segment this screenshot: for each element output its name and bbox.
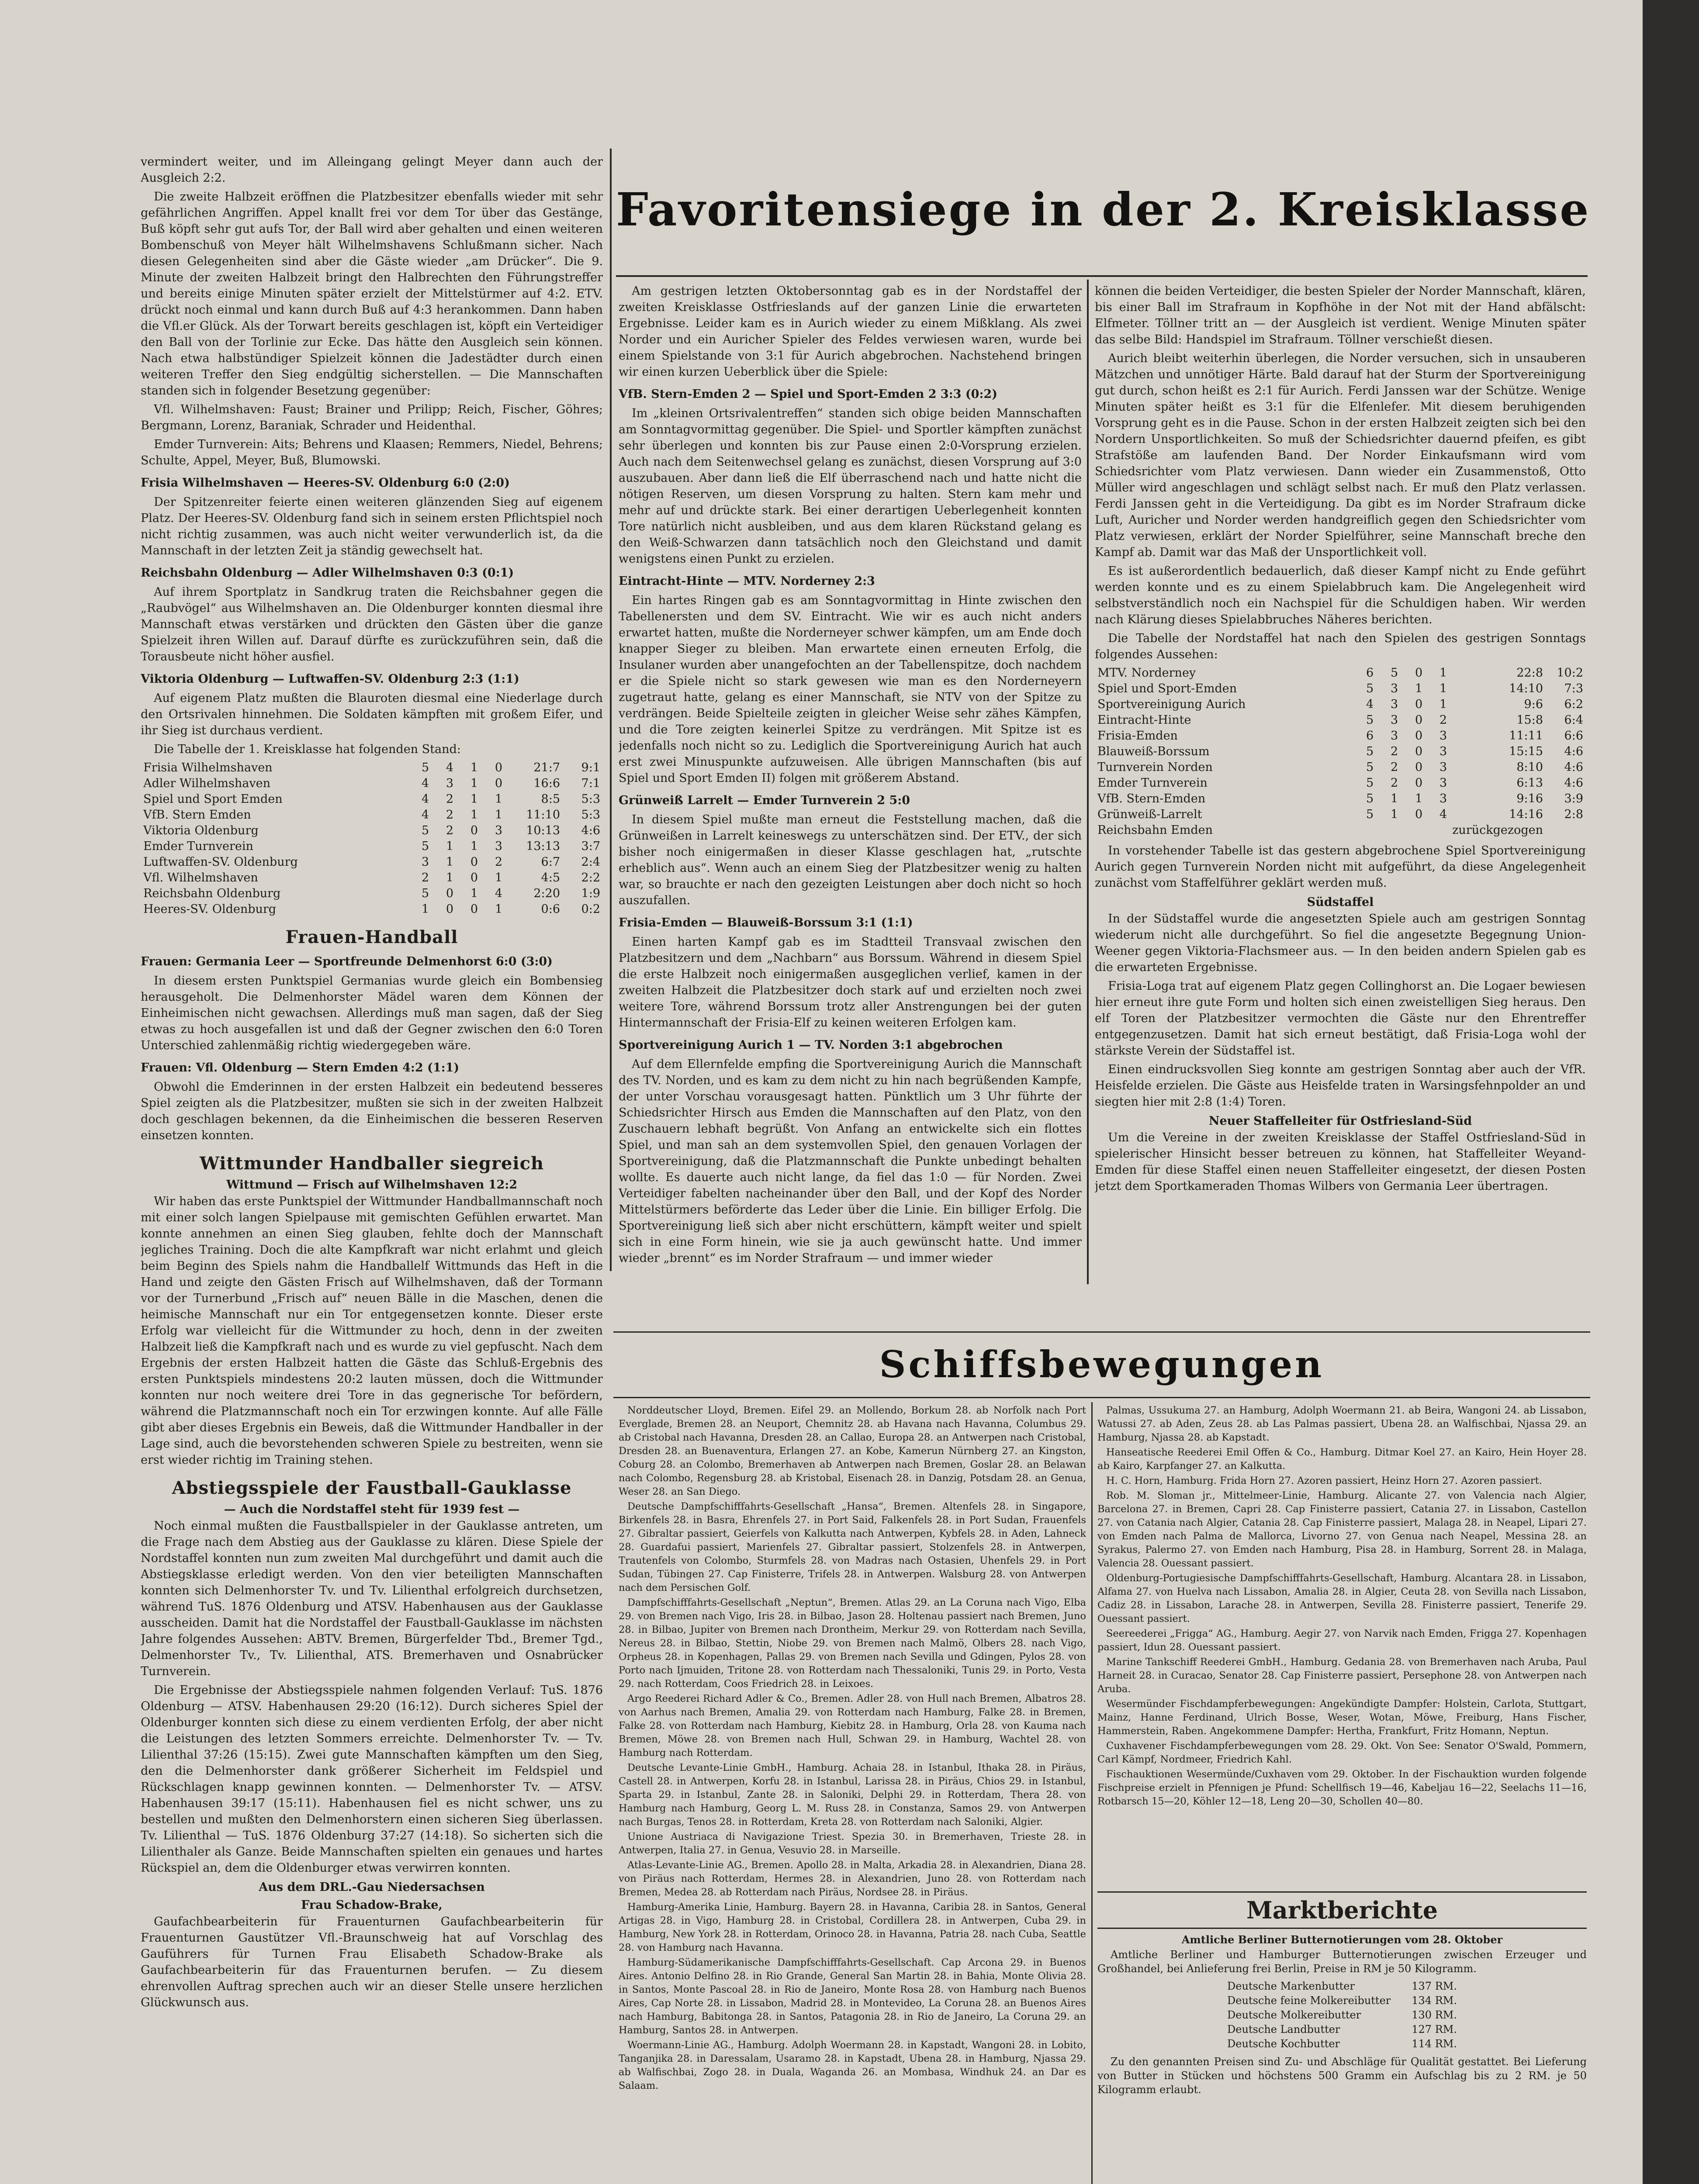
table-cell: 1 [421, 902, 429, 916]
left-intro-1: vermindert weiter, und im Alleingang gelingt Meyer dann auch der Ausgleich 2:2. [141, 155, 603, 185]
table-row [141, 823, 603, 839]
team-name: Reichsbahn Emden [1097, 823, 1213, 837]
table-cell: 2 [421, 871, 429, 885]
table-cell: 1 [495, 902, 502, 916]
table-cell: 3 [446, 777, 453, 790]
table-row [141, 839, 603, 854]
match-report: Der Spitzenreiter feierte einen weiteren glänzenden Sieg auf eigenem Platz. Der Heeres-SV. Oldenburg fand sich in seinem ersten Pflichtspiel noch nicht richtig zusammen, was auch nicht weiter verwunderlich ist, da die Mannschaft in der letzten Zeit ja ständig gewechselt hat. [141, 495, 603, 557]
match-heading: Frauen: Germania Leer — Sportfreunde Delmenhorst 6:0 (3:0) [141, 955, 553, 968]
price-value: 127 RM. [1412, 2023, 1457, 2035]
table-cell: 3 [1439, 776, 1447, 790]
shipping-notice: Unione Austriaca di Navigazione Triest. Spezia 30. in Bremerhaven, Trieste 28. in Antwerpen, Italia 27. in Genua, Vesuvio 28. in Marseille. [619, 1831, 1086, 1856]
product-name: Deutsche Molkereibutter [1227, 2009, 1361, 2021]
match-heading: Grünweiß Larrelt — Emder Turnverein 2 5:0 [619, 794, 910, 807]
table-cell: 6:4 [1564, 713, 1583, 727]
table-cell: 6:7 [541, 855, 560, 869]
table-row [141, 902, 603, 917]
article-paragraph: Es ist außerordentlich bedauerlich, daß dieser Kampf nicht zu Ende geführt werden konnte und es zu einem Spielabbruch kam. Die Angelegenheit wird selbstverständlich noch ein Nachspiel für die Schuldigen haben. Wir werden nach Klärung dieses Spielabbruches Näheres berichten. [1095, 564, 1586, 626]
table-cell: 3 [1439, 745, 1447, 758]
price-value: 134 RM. [1412, 1994, 1457, 2007]
price-value: 137 RM. [1412, 1980, 1457, 1992]
team-name: Sportvereinigung Aurich [1097, 698, 1246, 711]
table-cell: 9:16 [1516, 792, 1543, 805]
table-cell: 3 [1391, 698, 1398, 711]
table-cell: 0 [1415, 776, 1423, 790]
table-row [141, 791, 603, 807]
table-cell: 5 [421, 824, 429, 837]
left-intro-2: Die zweite Halbzeit eröffnen die Platzbesitzer ebenfalls wieder mit sehr gefährlichen Angriffen. Appel knallt frei vor dem Tor über das Gestänge, Buß köpft sehr gut aufs Tor, der Ball wird aber gehalten und einen weiteren Bombenschuß von Meyer hält Wilhelmshavens Schlußmann sicher. Nach diesen Gelegenheiten sind aber die Gäste wieder „am Drücker“. Die 9. Minute der zweiten Halbzeit bringt den Halbrechten den Führungstreffer und bereits einige Minuten später erzielt der Mittelstürmer auf 4:2. ETV. drückt noch einmal und kann durch Buß auf 4:3 herankommen. Dann haben die Vfl.er Glück. Als der Torwart bereits geschlagen ist, köpft ein Verteidiger den Ball von der Torlinie zur Ecke. Das hätte den Ausgleich sein können. Nach etwa halbstündiger Spielzeit können die Jadestädter durch einen weiteren Treffer den Sieg endgültig sicherstellen. — Die Mannschaften standen sich in folgender Besetzung gegenüber: [141, 190, 603, 397]
table-cell: 1 [1415, 682, 1423, 695]
team-name: Blauweiß-Borssum [1097, 745, 1210, 758]
table-cell: 5 [1366, 792, 1374, 805]
table-cell: 1 [470, 792, 478, 806]
table-cell: 4 [421, 792, 429, 806]
match-heading: VfB. Stern-Emden 2 — Spiel und Sport-Emden 2 3:3 (0:2) [619, 387, 997, 401]
table-cell: 10:2 [1557, 666, 1583, 680]
table-cell [1352, 822, 1376, 838]
match-report: Einen harten Kampf gab es im Stadtteil Transvaal zwischen den Platzbesitzern und dem „Nachbarn“ aus Borssum. Während in diesem Spiel die erste Halbzeit noch einigermaßen ausgeglichen verlief, kamen in der zweiten Halbzeit die Platzbesitzer doch stark auf und erzielten noch zwei weitere Tore, während Borssum trotz aller Anstrengungen bei der guten Hintermannschaft der Frisia-Elf zu keinen weiteren Erfolgen kam. [619, 935, 1082, 1030]
team-name: MTV. Norderney [1097, 666, 1196, 680]
table-cell: 2:20 [533, 887, 560, 900]
article-paragraph: Frisia-Loga trat auf eigenem Platz gegen Collinghorst an. Die Logaer bewiesen hier erneut ihre gute Form und holten sich einen zweistelligen Sieg heraus. Den elf Toren der Platzbesitzer vermochten die Gäste nur den Ehrentreffer entgegenzusetzen. Damit hat sich erneut bestätigt, daß Frisia-Loga wohl der stärkste Verein der Südstaffel ist. [1095, 979, 1586, 1057]
table-cell: 4:6 [1564, 760, 1583, 774]
table-cell: 2:2 [581, 871, 600, 885]
table-cell: 15:15 [1509, 745, 1543, 758]
table-cell: 3 [495, 824, 502, 837]
table-cell: 5 [421, 761, 429, 774]
table-cell [1376, 822, 1401, 838]
table-cell: 0 [446, 887, 453, 900]
match-heading: Reichsbahn Oldenburg — Adler Wilhelmshaven 0:3 (0:1) [141, 566, 514, 580]
price-row [1217, 2037, 1467, 2051]
match-heading: Frauen: Vfl. Oldenburg — Stern Emden 4:2 (1:1) [141, 1061, 460, 1075]
table-cell: 3 [1391, 682, 1398, 695]
match-report: Im „kleinen Ortsrivalentreffen“ standen sich obige beiden Mannschaften am Sonntagvormittag gegenüber. Die Spiel- und Sportler kämpften zunächst sehr überlegen und konnten bis zur Pause einen 2:0-Vorsprung erzielen. Auch nach dem Seitenwechsel gelang es zunächst, diesen Vorsprung auf 3:0 auszubauen. Aber dann ließ die Elf überraschend nach und hatte nicht die nötigen Reserven, um diesen Vorsprung zu halten. Stern kam mehr und mehr auf und drückte stark. Bei einer derartigen Ueberlegenheit konnten Tore natürlich nicht ausbleiben, und aus dem klaren Rückstand gelang es den Weiß-Schwarzen dann tatsächlich noch den Gleichstand und damit wenigstens einen Punkt zu erzielen. [619, 407, 1082, 566]
match-report: Auf dem Ellernfelde empfing die Sportvereinigung Aurich die Mannschaft des TV. Norden, und es kam zu dem nicht zu hin nach begrüßenden Kampfe, der unter Vorschau vorausgesagt hatten. Pünktlich um 3 Uhr führte der Schiedsrichter Hirsch aus Emden die Mannschaften auf den Platz, von den Zuschauern lebhaft begrüßt. Von Anfang an entwickelte sich ein flottes Spiel, und man sah an dem systemvollen Spiel, den genauen Vorlagen der Sportvereinigung, daß die Platzmannschaft die Punkte unbedingt behalten wollte. Es dauerte auch nicht lange, da fiel das 1:0 — für Norden. Zwei Verteidiger fabelten nacheinander über den Ball, und der Kopf des Norder Mittelstürmers beförderte das Leder über die Linie. Ein billiger Erfolg. Die Sportvereinigung ließ sich aber nicht erschüttern, kämpft weiter und spielt sich in eine Form hinein, wie sie ja auch gewünscht hatte. Und immer wieder „brennt“ es im Norder Strafraum — und immer wieder [619, 1057, 1082, 1265]
table-cell: 3:9 [1564, 792, 1583, 805]
notice-heading: Aus dem DRL.-Gau Niedersachsen [259, 1880, 485, 1894]
left-lineup-1: Vfl. Wilhelmshaven: Faust; Brainer und Prilipp; Reich, Fischer, Göhres; Bergmann, Lorenz, Baraniak, Schrader und Heidenthal. [141, 403, 603, 432]
table-cell: 0 [470, 871, 478, 885]
price-value: 130 RM. [1412, 2009, 1457, 2021]
team-name: Spiel und Sport Emden [143, 792, 283, 806]
match-heading: Viktoria Oldenburg — Luftwaffen-SV. Oldenburg 2:3 (1:1) [141, 672, 519, 686]
table-cell: 2 [495, 855, 502, 869]
table-cell [1425, 822, 1450, 838]
table-cell: 5 [1366, 776, 1374, 790]
table-cell: 1 [1391, 808, 1398, 821]
table-cell: 0 [446, 902, 453, 916]
shipping-notice: Atlas-Levante-Linie AG., Bremen. Apollo 28. in Malta, Arkadia 28. in Alexandrien, Diana 28. von Piräus nach Rotterdam, Hermes 28. in Alexandrien, Juno 28. von Rotterdam nach Bremen, Medea 28. ab Rotterdam nach Piräus, Nordsee 28. in Piräus. [619, 1859, 1086, 1898]
shipping-notice: Hanseatische Reederei Emil Offen & Co., Hamburg. Ditmar Koel 27. an Kairo, Hein Hoyer 28. ab Kairo, Karpfanger 27. an Kalkutta. [1097, 1447, 1587, 1472]
team-name: Adler Wilhelmshaven [143, 777, 271, 790]
market-section [1097, 1891, 1587, 2184]
column-rule-left [610, 149, 612, 1271]
table-cell: 3 [1391, 713, 1398, 727]
table-row [1095, 807, 1586, 822]
team-name: Spiel und Sport-Emden [1097, 682, 1237, 695]
table-cell: zurückgezogen [1452, 823, 1543, 837]
article-paragraph: Die Ergebnisse der Abstiegsspiele nahmen folgenden Verlauf: TuS. 1876 Oldenburg — ATSV. Habenhausen 29:20 (16:12). Durch sicheres Spiel der Oldenburger konnten sich diese zu einem verdienten Erfolg, der aber nicht die Leistungen des letzten Sommers erreichte. Delmenhorster Tv. — Tv. Lilienthal 37:26 (15:15). Zwei gute Mannschaften kämpften um den Sieg, den die Delmenhorster dank größerer Sicherheit im Feldspiel und Rückschlagen knapp gewinnen konnten. — Delmenhorster Tv. — ATSV. Habenhausen 39:17 (15:11). Habenhausen fiel es nicht schwer, uns zu bestellen und mußten den Delmenhorstern einen sicheren Sieg überlassen. Tv. Lilienthal — TuS. 1876 Oldenburg 37:27 (14:18). So sicherten sich die Lilienthaler als Ganze. Beide Mannschaften spielten ein genaues und hartes Rückspiel an, dem die Oldenburger etwas verwirren konnten. [141, 1683, 603, 1875]
table-cell: 0:6 [541, 902, 560, 916]
table-cell: 4:6 [1564, 776, 1583, 790]
table-row [141, 807, 603, 823]
table-row [1095, 791, 1586, 807]
table-cell: 5 [421, 840, 429, 853]
table-cell: 1 [470, 777, 478, 790]
price-row [1217, 2022, 1467, 2037]
table-row [141, 854, 603, 870]
table-cell: 3 [421, 855, 429, 869]
table-row [1095, 775, 1586, 791]
headline-banner: Favoritensiege in der 2. Kreisklasse [616, 183, 1591, 236]
table-cell: 0:2 [581, 902, 600, 916]
table-cell: 0 [495, 761, 502, 774]
table-cell: 1 [446, 871, 453, 885]
table-cell: 2:4 [581, 855, 600, 869]
match-report: In diesem ersten Punktspiel Germanias wurde gleich ein Bombensieg herausgeholt. Die Delmenhorster Mädel waren dem Können der Einheimischen nicht gewachsen. Allerdings muß man sagen, daß der Sieg etwas zu hoch ausgefallen ist und daß der Gegner zwischen den 6:0 Toren Unterschied zahlenmäßig richtig wiedergegeben wäre. [141, 974, 603, 1052]
table-row [141, 776, 603, 791]
shipping-notice: Woermann-Linie AG., Hamburg. Adolph Woermann 28. in Kapstadt, Wangoni 28. in Lobito, Tanganjika 28. in Daressalam, Usaramo 28. in Kapstadt, Ubena 28. in Hamburg, Njassa 29. ab Walfischbai, Zogo 28. in Duala, Waganda 26. an Mombasa, Windhuk 24. an Dar es Salaam. [619, 2039, 1086, 2091]
match-report: Ein hartes Ringen gab es am Sonntagvormittag in Hinte zwischen den Tabellenersten und dem SV. Eintracht. Wie wir es auch nicht anders erwartet hatten, mußte die Norderneyer schwer kämpfen, um am Ende doch knapper Sieger zu bleiben. Man erwartete einen erneuten Erfolg, die Insulaner wurden aber unangefochten an der Tabellenspitze, doch nachdem er die Spiele nicht so stark gewesen wie man es den Norderneyern zugetraut hatte, gelang es einer Mannschaft, sie NTV von der Spitze zu verdrängen. Beide Spielteile zeigten in gleicher Weise sehr zähes Kämpfen, und die Tore zeigten keinerlei Spitze zu verdrängen. Mit Spitze ist es jedenfalls noch nicht so zu. Lediglich die Sportvereinigung Aurich hat auch erst zwei Minuspunkte aufzuweisen. Alle übrigen Mannschaften (bis auf Spiel und Sport Emden II) folgen mit größerem Abstand. [619, 594, 1082, 785]
match-heading: Wittmund — Frisch auf Wilhelmshaven 12:2 [226, 1178, 518, 1192]
table-cell: 1 [1439, 682, 1447, 695]
article-intro: Am gestrigen letzten Oktobersonntag gab es in der Nordstaffel der zweiten Kreisklasse Ostfrieslands auf der ganzen Linie die erwarteten Ergebnisse. Leider kam es in Aurich wieder zu einem Mißklang. Als zwei Norder und ein Auricher Spieler des Feldes verwiesen waren, wurde bei einem Spielstande von 3:1 für Aurich abgebrochen. Nachstehend bringen wir einen kurzen Ueberblick über die Spiele: [619, 284, 1082, 379]
product-name: Deutsche Landbutter [1227, 2023, 1340, 2035]
table-cell: 0 [495, 777, 502, 790]
table-cell: 0 [1415, 713, 1423, 727]
team-name: VfB. Stern Emden [143, 808, 251, 822]
shipping-notice: Rob. M. Sloman jr., Mittelmeer-Linie, Hamburg. Alicante 27. von Valencia nach Algier, Barcelona 27. in Bremen, Capri 28. Cap Finisterre passiert, Catania 27. in Lissabon, Castellon 27. von Catania nach Algier, Catania 28. Cap Finisterre passiert, Malaga 28. in Neapel, Lipari 27. von Emden nach Palma de Mallorca, Livorno 27. von Genua nach Neapel, Messina 28. an Syrakus, Palermo 27. von Emden nach Hamburg, Pisa 28. in Hamburg, Sorrent 28. in Malaga, Valencia 28. Ouessant passiert. [1097, 1490, 1587, 1569]
table-cell: 5 [421, 887, 429, 900]
shipping-notice: Fischauktionen Wesermünde/Cuxhaven vom 29. Oktober. In der Fischauktion wurden folgende Fischpreise erzielt in Pfennigen je Pfund: Schellfisch 19—46, Kabeljau 16—22, Seelachs 11—16, Rotbarsch 15—20, Köhler 12—18, Leng 20—30, Schollen 40—80. [1097, 1769, 1587, 1807]
shipping-notice: Deutsche Levante-Linie GmbH., Hamburg. Achaia 28. in Istanbul, Ithaka 28. in Piräus, Castell 28. in Antwerpen, Korfu 28. in Istanbul, Larissa 28. in Piräus, Chios 29. in Istanbul, Sparta 29. in Istanbul, Zante 28. in Saloniki, Delphi 29. in Rotterdam, Thera 28. von Hamburg nach Hamburg, Georg L. M. Russ 28. in Constanza, Samos 29. von Antwerpen nach Burgas, Tenos 28. in Rotterdam, Kreta 28. von Rotterdam nach Saloniki, Algier. [619, 1762, 1086, 1828]
table-row [1095, 697, 1586, 712]
table-cell: 4 [446, 761, 453, 774]
table-cell: 1 [470, 887, 478, 900]
table-cell: 3 [1439, 729, 1447, 743]
table-cell: 1 [1415, 792, 1423, 805]
table-cell: 3 [1391, 729, 1398, 743]
table-cell: 21:7 [533, 761, 560, 774]
table-cell: 0 [1415, 698, 1423, 711]
price-row [1217, 1994, 1467, 2008]
table-cell: 14:16 [1509, 808, 1543, 821]
table-cell: 3 [1439, 792, 1447, 805]
table-cell: 2 [1391, 776, 1398, 790]
section-heading: Wittmunder Handballer siegreich [199, 1153, 544, 1174]
market-paragraph: Amtliche Berliner und Hamburger Butternotierungen zwischen Erzeuger und Großhandel, bei Anlieferung frei Berlin, Preise in RM je 50 Kilogramm. [1097, 1949, 1587, 1975]
table-cell: 2 [446, 824, 453, 837]
shipping-notice: Hamburg-Amerika Linie, Hamburg. Bayern 28. in Havanna, Caribia 28. in Santos, General Artigas 28. in Vigo, Hamburg 28. in Cristobal, Cordillera 28. in Antwerpen, Cuba 29. in Hamburg, New York 28. in Rotterdam, Orinoco 28. in Havanna, Patria 28. nach Cuba, Seattle 28. von Hamburg nach Havanna. [619, 1901, 1086, 1953]
section-subheading: Neuer Staffelleiter für Ostfriesland-Süd [1208, 1114, 1472, 1128]
table-cell: 3 [495, 840, 502, 853]
team-name: Vfl. Wilhelmshaven [143, 871, 258, 885]
article-paragraph: Noch einmal mußten die Faustballspieler in der Gauklasse antreten, um die Frage nach dem Abstieg aus der Gauklasse zu klären. Diese Spiele der Nordstaffel konnten nun zum zweiten Mal durchgeführt und damit auch die Abstiegsklasse erledigt werden. Von den vier beteiligten Mannschaften konnten sich Delmenhorster Tv. und Tv. Lilienthal erfolgreich durchsetzen, während TuS. 1876 Oldenburg und ATSV. Habenhausen aus der Gauklasse ausscheiden. Damit hat die Nordstaffel der Faustball-Gauklasse im nächsten Jahre folgendes Aussehen: ABTV. Bremen, Bürgerfelder Tbd., Bremer Tgd., Delmenhorster Tv., Tv. Lilienthal, ATS. Bremerhaven und Osnabrücker Turnverein. [141, 1519, 603, 1678]
market-subheading: Amtliche Berliner Butternotierungen vom 28. Oktober [1181, 1933, 1503, 1946]
shipping-notice: Seereederei „Frigga“ AG., Hamburg. Aegir 27. von Narvik nach Emden, Frigga 27. Kopenhagen passiert, Idun 28. Ouessant passiert. [1097, 1628, 1587, 1653]
match-report: Wir haben das erste Punktspiel der Wittmunder Handballmannschaft noch mit einer solch langen Spielpause mit gemischten Gefühlen erwartet. Man konnte annehmen an einen Sieg glauben, fehlte doch der Mannschaft jegliches Training. Doch die alte Kampfkraft war nicht erlahmt und gleich beim Beginn des Spiels nahm die Handballelf Wittmunds das Heft in die Hand und zeigte den Gästen Frisch auf Wilhelmshaven, daß der Tormann vor der Turnerbund „Frisch auf“ neuen Bälle in die Maschen, denen die heimische Mannschaft nur ein Tor entgegensetzen konnte. Dieser erste Erfolg war vielleicht für die Wittmunder zu hoch, denn in der zweiten Halbzeit ließ die Kampfkraft nach und es wurde zu viel gepfuscht. Nach dem Ergebnis der ersten Halbzeit hatten die Gäste das Schluß-Ergebnis des ersten Punktspiels mindestens 20:2 lauten müssen, doch die Wittmunder konnten nur noch weitere drei Tore in das gegnerische Tor befördern, während die Platzmannschaft noch ein Tor erzwingen konnte. Auf alle Fälle gibt aber dieses Ergebnis ein Beweis, daß die Wittmunder Handballer in der Lage sind, auch die bevorstehenden schweren Spiele zu bestreiten, wenn sie erst wieder richtig im Training stehen. [141, 1195, 603, 1467]
table-row [1095, 712, 1586, 728]
table-row [1095, 744, 1586, 760]
table-cell: 0 [1415, 666, 1423, 680]
market-heading: Marktberichte [1097, 1891, 1587, 1929]
left-lineup-2: Emder Turnverein: Aits; Behrens und Klaasen; Remmers, Niedel, Behrens; Schulte, Appel, Meyer, Buß, Blumowski. [141, 438, 603, 467]
section-subheading: Südstaffel [1307, 895, 1374, 909]
table-cell: 9:1 [581, 761, 600, 774]
table-cell: 4:5 [541, 871, 560, 885]
table-cell: 6:13 [1516, 776, 1543, 790]
shipping-notice: Norddeutscher Lloyd, Bremen. Eifel 29. an Mollendo, Borkum 28. ab Norfolk nach Port Everglade, Bremen 28. an Neuport, Chemnitz 28. ab Havana nach Havanna, Columbus 29. ab Cristobal nach Havanna, Dresden 28. an Callao, Europa 28. an Antwerpen nach Cristobal, Dresden 28. an Buenaventura, Erlangen 27. an Kobe, Kamerun Nürnberg 27. an Kingston, Coburg 28. an Colombo, Bremerhaven ab Antwerpen nach Bremen, Goslar 28. an Belawan nach Colombo, Regensburg 28. ab Kristobal, Eisenach 28. in Danzig, Potsdam 28. an Genua, Weser 28. an San Diego. [619, 1405, 1086, 1497]
standings-table-2 [1095, 665, 1586, 838]
team-name: Heeres-SV. Oldenburg [143, 902, 277, 916]
team-name: Viktoria Oldenburg [143, 824, 259, 837]
table-cell: 4:6 [1564, 745, 1583, 758]
ship-column-rule [1091, 1402, 1093, 2184]
article-paragraph: Um die Vereine in der zweiten Kreisklasse der Staffel Ostfriesland-Süd in spielerischer Hinsicht besser betreuen zu können, hat Staffelleiter Weyand-Emden für diese Staffel einen neuen Staffelleiter eingesetzt, der diesen Posten jetzt dem Sportkameraden Thomas Wilbers von Germania Leer übertragen. [1095, 1131, 1586, 1193]
price-value: 114 RM. [1412, 2038, 1457, 2050]
section-subheading: — Auch die Nordstaffel steht für 1939 fest — [224, 1503, 520, 1516]
table-cell: 6:6 [1564, 729, 1583, 743]
table-cell: 0 [470, 824, 478, 837]
table-cell: 2 [1391, 760, 1398, 774]
table-intro: Die Tabelle der 1. Kreisklasse hat folgenden Stand: [154, 743, 461, 756]
price-row [1217, 2008, 1467, 2022]
shipping-notice: Palmas, Ussukuma 27. an Hamburg, Adolph Woermann 21. ab Beira, Wangoni 24. ab Lissabon, Watussi 27. ab Aden, Zeus 28. ab Las Palmas passiert, Ubena 28. an Walfischbai, Njassa 29. an Hamburg, Njassa 28. ab Kapstadt. [1097, 1405, 1587, 1443]
match-heading: Eintracht-Hinte — MTV. Norderney 2:3 [619, 574, 875, 588]
table-cell: 0 [470, 855, 478, 869]
table-cell: 7:3 [1564, 682, 1583, 695]
right-column [1095, 283, 1586, 1323]
ship-banner-rule-top [613, 1331, 1590, 1333]
product-name: Deutsche Kochbutter [1227, 2038, 1340, 2050]
table-cell: 2 [446, 792, 453, 806]
table-cell: 5 [1366, 713, 1374, 727]
table-cell: 5 [1391, 666, 1398, 680]
table-cell: 5:3 [581, 808, 600, 822]
team-name: Grünweiß-Larrelt [1097, 808, 1202, 821]
table-cell: 1 [470, 808, 478, 822]
standings-table-1 [141, 760, 603, 917]
table-cell: 5:3 [581, 792, 600, 806]
team-name: VfB. Stern-Emden [1097, 792, 1206, 805]
table-cell: 2 [446, 808, 453, 822]
table-cell: 22:8 [1516, 666, 1543, 680]
table-cell: 4 [1366, 698, 1374, 711]
ship-banner-rule-bottom [613, 1397, 1590, 1398]
ship-column-2 [1097, 1404, 1587, 1884]
scan-edge [1643, 0, 1699, 2184]
table-cell: 1:9 [581, 887, 600, 900]
shipping-notice: Cuxhavener Fischdampferbewegungen vom 28. 29. Okt. Von See: Senator O'Swald, Pommern, Carl Kämpf, Nordmeer, Friedrich Kahl. [1097, 1740, 1587, 1765]
table-cell: 1 [1439, 698, 1447, 711]
table-cell: 1 [495, 792, 502, 806]
table-cell: 14:10 [1509, 682, 1543, 695]
notice-subheading: Frau Schadow-Brake, [301, 1898, 443, 1912]
butter-price-table [1217, 1979, 1467, 2051]
match-heading: Frisia-Emden — Blauweiß-Borssum 3:1 (1:1) [619, 916, 913, 930]
table-cell [1546, 822, 1586, 838]
table-cell: 1 [470, 761, 478, 774]
table-cell: 5 [1366, 745, 1374, 758]
table-cell: 10:13 [526, 824, 560, 837]
team-name: Reichsbahn Oldenburg [143, 887, 281, 900]
table-intro: Die Tabelle der Nordstaffel hat nach den Spielen des gestrigen Sonntags folgendes Aussehen: [1095, 632, 1586, 661]
section-heading: Frauen-Handball [285, 927, 458, 947]
table-cell: 1 [1439, 666, 1447, 680]
shipping-notice: Oldenburg-Portugiesische Dampfschifffahrts-Gesellschaft, Hamburg. Alcantara 28. in Lissabon, Alfama 27. von Huelva nach Lissabon, Amalia 28. in Algier, Ceuta 28. von Sevilla nach Lissabon, Cadiz 28. in Lissabon, Larache 28. in Antwerpen, Sevilla 28. Finisterre passiert, Tenerife 29. Ouessant passiert. [1097, 1572, 1587, 1624]
team-name: Emder Turnverein [1097, 776, 1208, 790]
shipping-notice: Deutsche Dampfschifffahrts-Gesellschaft „Hansa“, Bremen. Altenfels 28. in Singapore, Birkenfels 28. in Basra, Ehrenfels 27. in Port Said, Falkenfels 28. in Port Sudan, Frauenfels 27. Gibraltar passiert, Geierfels von Kalkutta nach Antwerpen, Kybfels 28. in Aden, Lahneck 28. Guardafui passiert, Marienfels 27. Gibraltar passiert, Stolzenfels 28. in Antwerpen, Trautenfels von Colombo, Sturmfels 28. von Madras nach Ostasien, Uhenfels 29. in Port Sudan, Tübingen 27. Cap Finisterre, Trifels 28. in Antwerpen. Walsburg 28. von Antwerpen nach dem Persischen Golf. [619, 1501, 1086, 1593]
table-cell: 4 [421, 808, 429, 822]
match-report: Auf eigenem Platz mußten die Blauroten diesmal eine Niederlage durch den Ortsrivalen hinnehmen. Die Soldaten kämpften mit großem Eifer, und ihr Sieg ist durchaus verdient. [141, 691, 603, 737]
table-cell: 8:10 [1516, 760, 1543, 774]
shipping-notice: Marine Tankschiff Reederei GmbH., Hamburg. Gedania 28. von Bremerhaven nach Aruba, Paul Harneit 28. in Curacao, Senator 28. Cap Finisterre passiert, Persephone 28. von Antwerpen nach Aruba. [1097, 1656, 1587, 1695]
article-paragraph: Einen eindrucksvollen Sieg konnte am gestrigen Sonntag aber auch der VfR. Heisfelde erzielen. Die Gäste aus Heisfelde traten in Warsingsfehnpolder an und siegten hier mit 2:8 (1:4) Toren. [1095, 1063, 1586, 1109]
ship-movements-banner: Schiffsbewegungen [879, 1343, 1325, 1386]
table-cell: 1 [495, 871, 502, 885]
table-row [141, 760, 603, 776]
table-cell: 11:11 [1509, 729, 1543, 743]
column-rule-right [1087, 280, 1089, 1284]
table-cell: 16:6 [533, 777, 560, 790]
article-paragraph: können die beiden Verteidiger, die besten Spieler der Norder Mannschaft, klären, bis einer Ball im Strafraum in Kopfhöhe in der Not mit der Hand abfälscht: Elfmeter. Töllner tritt an — der Ausgleich ist verdient. Wenige Minuten später das selbe Bild: Handspiel im Strafraum. Töllner verschießt diesen. [1095, 284, 1586, 346]
table-cell: 2:8 [1564, 808, 1583, 821]
market-paragraph: Zu den genannten Preisen sind Zu- und Abschläge für Qualität gestattet. Bei Lieferung von Butter in Stücken und höchstens 500 Gramm ein Aufschlag bis zu 2 RM. je 50 Kilogramm erlaubt. [1097, 2056, 1587, 2096]
table-row [141, 870, 603, 886]
shipping-notice: Argo Reederei Richard Adler & Co., Bremen. Adler 28. von Hull nach Bremen, Albatros 28. von Aarhus nach Bremen, Amalia 29. von Rotterdam nach Hamburg, Falke 28. in Bremen, Falke 28. von Rotterdam nach Hamburg, Kiebitz 28. in Hamburg, Orla 28. von Kauma nach Bremen, Möwe 28. von Bremen nach Hull, Schwan 29. in Hamburg, Wachtel 28. von Hamburg nach Rotterdam. [619, 1693, 1086, 1759]
match-heading: Frisia Wilhelmshaven — Heeres-SV. Oldenburg 6:0 (2:0) [141, 476, 510, 490]
table-cell: 0 [1415, 808, 1423, 821]
table-cell: 6 [1366, 729, 1374, 743]
notice-paragraph: Gaufachbearbeiterin für Frauenturnen Gaufachbearbeiterin für Frauenturnen Gaustützer Vfl.-Braunschweig hat auf Vorschlag des Gauführers für Turnen Frau Elisabeth Schadow-Brake als Gaufachbearbeiterin für das Frauenturnen berufen. — Zu diesem ehrenvollen Auftrag sprechen auch wir an dieser Stelle unsere herzlichen Glückwunsch aus. [141, 1915, 603, 2009]
table-cell: 4:6 [581, 824, 600, 837]
table-cell: 1 [446, 840, 453, 853]
article-paragraph: In der Südstaffel wurde die angesetzten Spiele auch am gestrigen Sonntag wiederum nicht alle durchgeführt. So fiel die angesetzte Begegnung Union-Weener gegen Viktoria-Flachsmeer aus. — In den beiden andern Spielen gab es die erwarteten Ergebnisse. [1095, 912, 1586, 974]
table-cell: 1 [446, 855, 453, 869]
table-cell: 1 [1391, 792, 1398, 805]
team-name: Turnverein Norden [1097, 760, 1213, 774]
team-name: Frisia Wilhelmshaven [143, 761, 273, 774]
table-cell: 0 [1415, 760, 1423, 774]
table-cell: 2 [1439, 713, 1447, 727]
table-cell: 5 [1366, 808, 1374, 821]
section-heading: Abstiegsspiele der Faustball-Gauklasse [172, 1478, 572, 1498]
table-cell: 4 [495, 887, 502, 900]
ship-column-1 [619, 1404, 1086, 2184]
table-cell: 4 [421, 777, 429, 790]
table-cell: 5 [1366, 760, 1374, 774]
table-cell: 6:2 [1564, 698, 1583, 711]
table-cell: 1 [495, 808, 502, 822]
shipping-notice: Dampfschifffahrts-Gesellschaft „Neptun“, Bremen. Atlas 29. an La Coruna nach Vigo, Elba 29. von Bremen nach Vigo, Iris 28. in Bilbao, Jason 28. Holtenau passiert nach Bremen, Juno 28. in Bilbao, Jupiter von Bremen nach Drontheim, Merkur 29. von Rotterdam nach Sevilla, Nereus 28. in Bilbao, Stettin, Niobe 29. von Bremen nach Malmö, Olbers 28. nach Vigo, Orpheus 28. in Kopenhagen, Pallas 29. von Bremen nach Sevilla und Gdingen, Pylos 28. von Porto nach Ijmuiden, Tritone 28. von Rotterdam nach Thessaloniki, Tunis 29. in Porto, Vesta 29. nach Rotterdam, Coos Friedrich 28. in Leixoes. [619, 1597, 1086, 1690]
left-column [141, 154, 603, 2184]
table-cell [1401, 822, 1425, 838]
team-name: Eintracht-Hinte [1097, 713, 1191, 727]
table-cell: 1 [470, 840, 478, 853]
shipping-notice: H. C. Horn, Hamburg. Frida Horn 27. Azoren passiert, Heinz Horn 27. Azoren passiert. [1106, 1475, 1542, 1486]
table-cell: 0 [470, 902, 478, 916]
shipping-notice: Wesermünder Fischdampferbewegungen: Angekündigte Dampfer: Holstein, Carlota, Stuttgart, Mainz, Hanne Ferdinand, Ulrich Bosse, Weser, Wotan, Möwe, Freiburg, Hans Fischer, Hammerstein, Raben. Angekommene Dampfer: Hertha, Frankfurt, Fritz Homann, Neptun. [1097, 1698, 1587, 1737]
table-cell: 5 [1366, 682, 1374, 695]
match-report: Auf ihrem Sportplatz in Sandkrug traten die Reichsbahner gegen die „Raubvögel“ aus Wilhelmshaven an. Die Oldenburger konnten diesmal ihre Mannschaft etwas verstärken und drückten den Gästen über die ganze Spielzeit ihren Willen auf. Darauf dürfte es zurückzuführen sein, daß die Torausbeute nicht höher ausfiel. [141, 585, 603, 663]
middle-column [619, 283, 1082, 1323]
table-row [141, 886, 603, 902]
table-row [1095, 822, 1586, 838]
article-paragraph: Aurich bleibt weiterhin überlegen, die Norder versuchen, sich in unsauberen Mätzchen und unnötiger Härte. Bald darauf hat der Sturm der Sportvereinigung gut durch, schon heißt es 2:1 für Aurich. Ferdi Janssen war der Schütze. Wenige Minuten später heißt es 3:1 für die Elfenlefer. Mit diesem beruhigenden Vorsprung geht es in die Pause. Schon in der ersten Halbzeit zeigten sich bei den Nordern Unsportlichkeiten. So muß der Schiedsrichter dauernd pfeifen, es gibt Strafstöße am laufenden Band. Der Norder Einkaufsmann wird vom Schiedsrichter vom Platz verwiesen. Dann wieder ein Zusammenstoß, Otto Müller wird angeschlagen und schlägt selbst nach. Er muß den Platz verlassen. Ferdi Janssen geht in die Verteidigung. Da gibt es im Norder Strafraum dicke Luft, Auricher und Norder werden handgreiflich gegen den Schiedsrichter vom Platz verwiesen, erklärt der Norder Spielführer, seine Mannschaft breche den Kampf ab. Damit war das Maß der Unsportlichkeit voll. [1095, 352, 1586, 559]
table-cell: 15:8 [1516, 713, 1543, 727]
team-name: Luftwaffen-SV. Oldenburg [143, 855, 298, 869]
team-name: Emder Turnverein [143, 840, 253, 853]
table-cell: 3 [1439, 760, 1447, 774]
match-report: In diesem Spiel mußte man erneut die Feststellung machen, daß die Grünweißen in Larrelt keineswegs zu unterschätzen sind. Der ETV., der sich bisher noch einigermaßen in dieser Klasse geschlagen hat, „rutschte erheblich aus“. Wenn auch an einem Sieg der Platzbesitzer wenig zu halten war, so brauchte er nach den gezeigten Leistungen aber doch nicht so hoch auszufallen. [619, 813, 1082, 907]
match-report: Obwohl die Emderinnen in der ersten Halbzeit ein bedeutend besseres Spiel zeigten als die Platzbesitzer, mußten sie sich in der zweiten Halbzeit doch geschlagen bekennen, da die Einheimischen die besseren Reserven einsetzen konnten. [141, 1080, 603, 1142]
table-cell: 3:7 [581, 840, 600, 853]
table-cell: 0 [1415, 729, 1423, 743]
product-name: Deutsche Markenbutter [1227, 1980, 1355, 1992]
table-cell: 0 [1415, 745, 1423, 758]
table-row [1095, 760, 1586, 775]
team-name: Frisia-Emden [1097, 729, 1178, 743]
table-cell: 13:13 [526, 840, 560, 853]
price-row [1217, 1979, 1467, 1994]
table-cell: 2 [1391, 745, 1398, 758]
table-cell: 11:10 [526, 808, 560, 822]
product-name: Deutsche feine Molkereibutter [1227, 1994, 1391, 2007]
table-row [1095, 728, 1586, 744]
table-cell: 6 [1366, 666, 1374, 680]
table-row [1095, 665, 1586, 681]
article-paragraph: In vorstehender Tabelle ist das gestern abgebrochene Spiel Sportvereinigung Aurich gegen Turnverein Norden nicht mit aufgeführt, da diese Angelegenheit zunächst vom Staffelführer geklärt werden muß. [1095, 844, 1586, 890]
banner-rule [616, 275, 1588, 277]
table-cell: 8:5 [541, 792, 560, 806]
table-cell: 9:6 [1524, 698, 1543, 711]
match-heading: Sportvereinigung Aurich 1 — TV. Norden 3:1 abgebrochen [619, 1038, 1003, 1052]
table-cell: 4 [1439, 808, 1447, 821]
table-row [1095, 681, 1586, 697]
table-cell: 7:1 [581, 777, 600, 790]
shipping-notice: Hamburg-Südamerikanische Dampfschifffahrts-Gesellschaft. Cap Arcona 29. in Buenos Aires. Antonio Delfino 28. in Rio Grande, General San Martin 28. in Bahia, Monte Olivia 28. in Santos, Monte Pascoal 28. in Rio de Janeiro, Monte Rosa 28. von Hamburg nach Buenos Aires, Cap Norte 28. in Lissabon, Madrid 28. in Montevideo, La Coruna 28. an Buenos Aires nach Hamburg, Babitonga 28. in Santos, Patagonia 28. in Rio de Janeiro, La Coruna 29. an Hamburg, Santos 28. in Antwerpen. [619, 1957, 1086, 2036]
